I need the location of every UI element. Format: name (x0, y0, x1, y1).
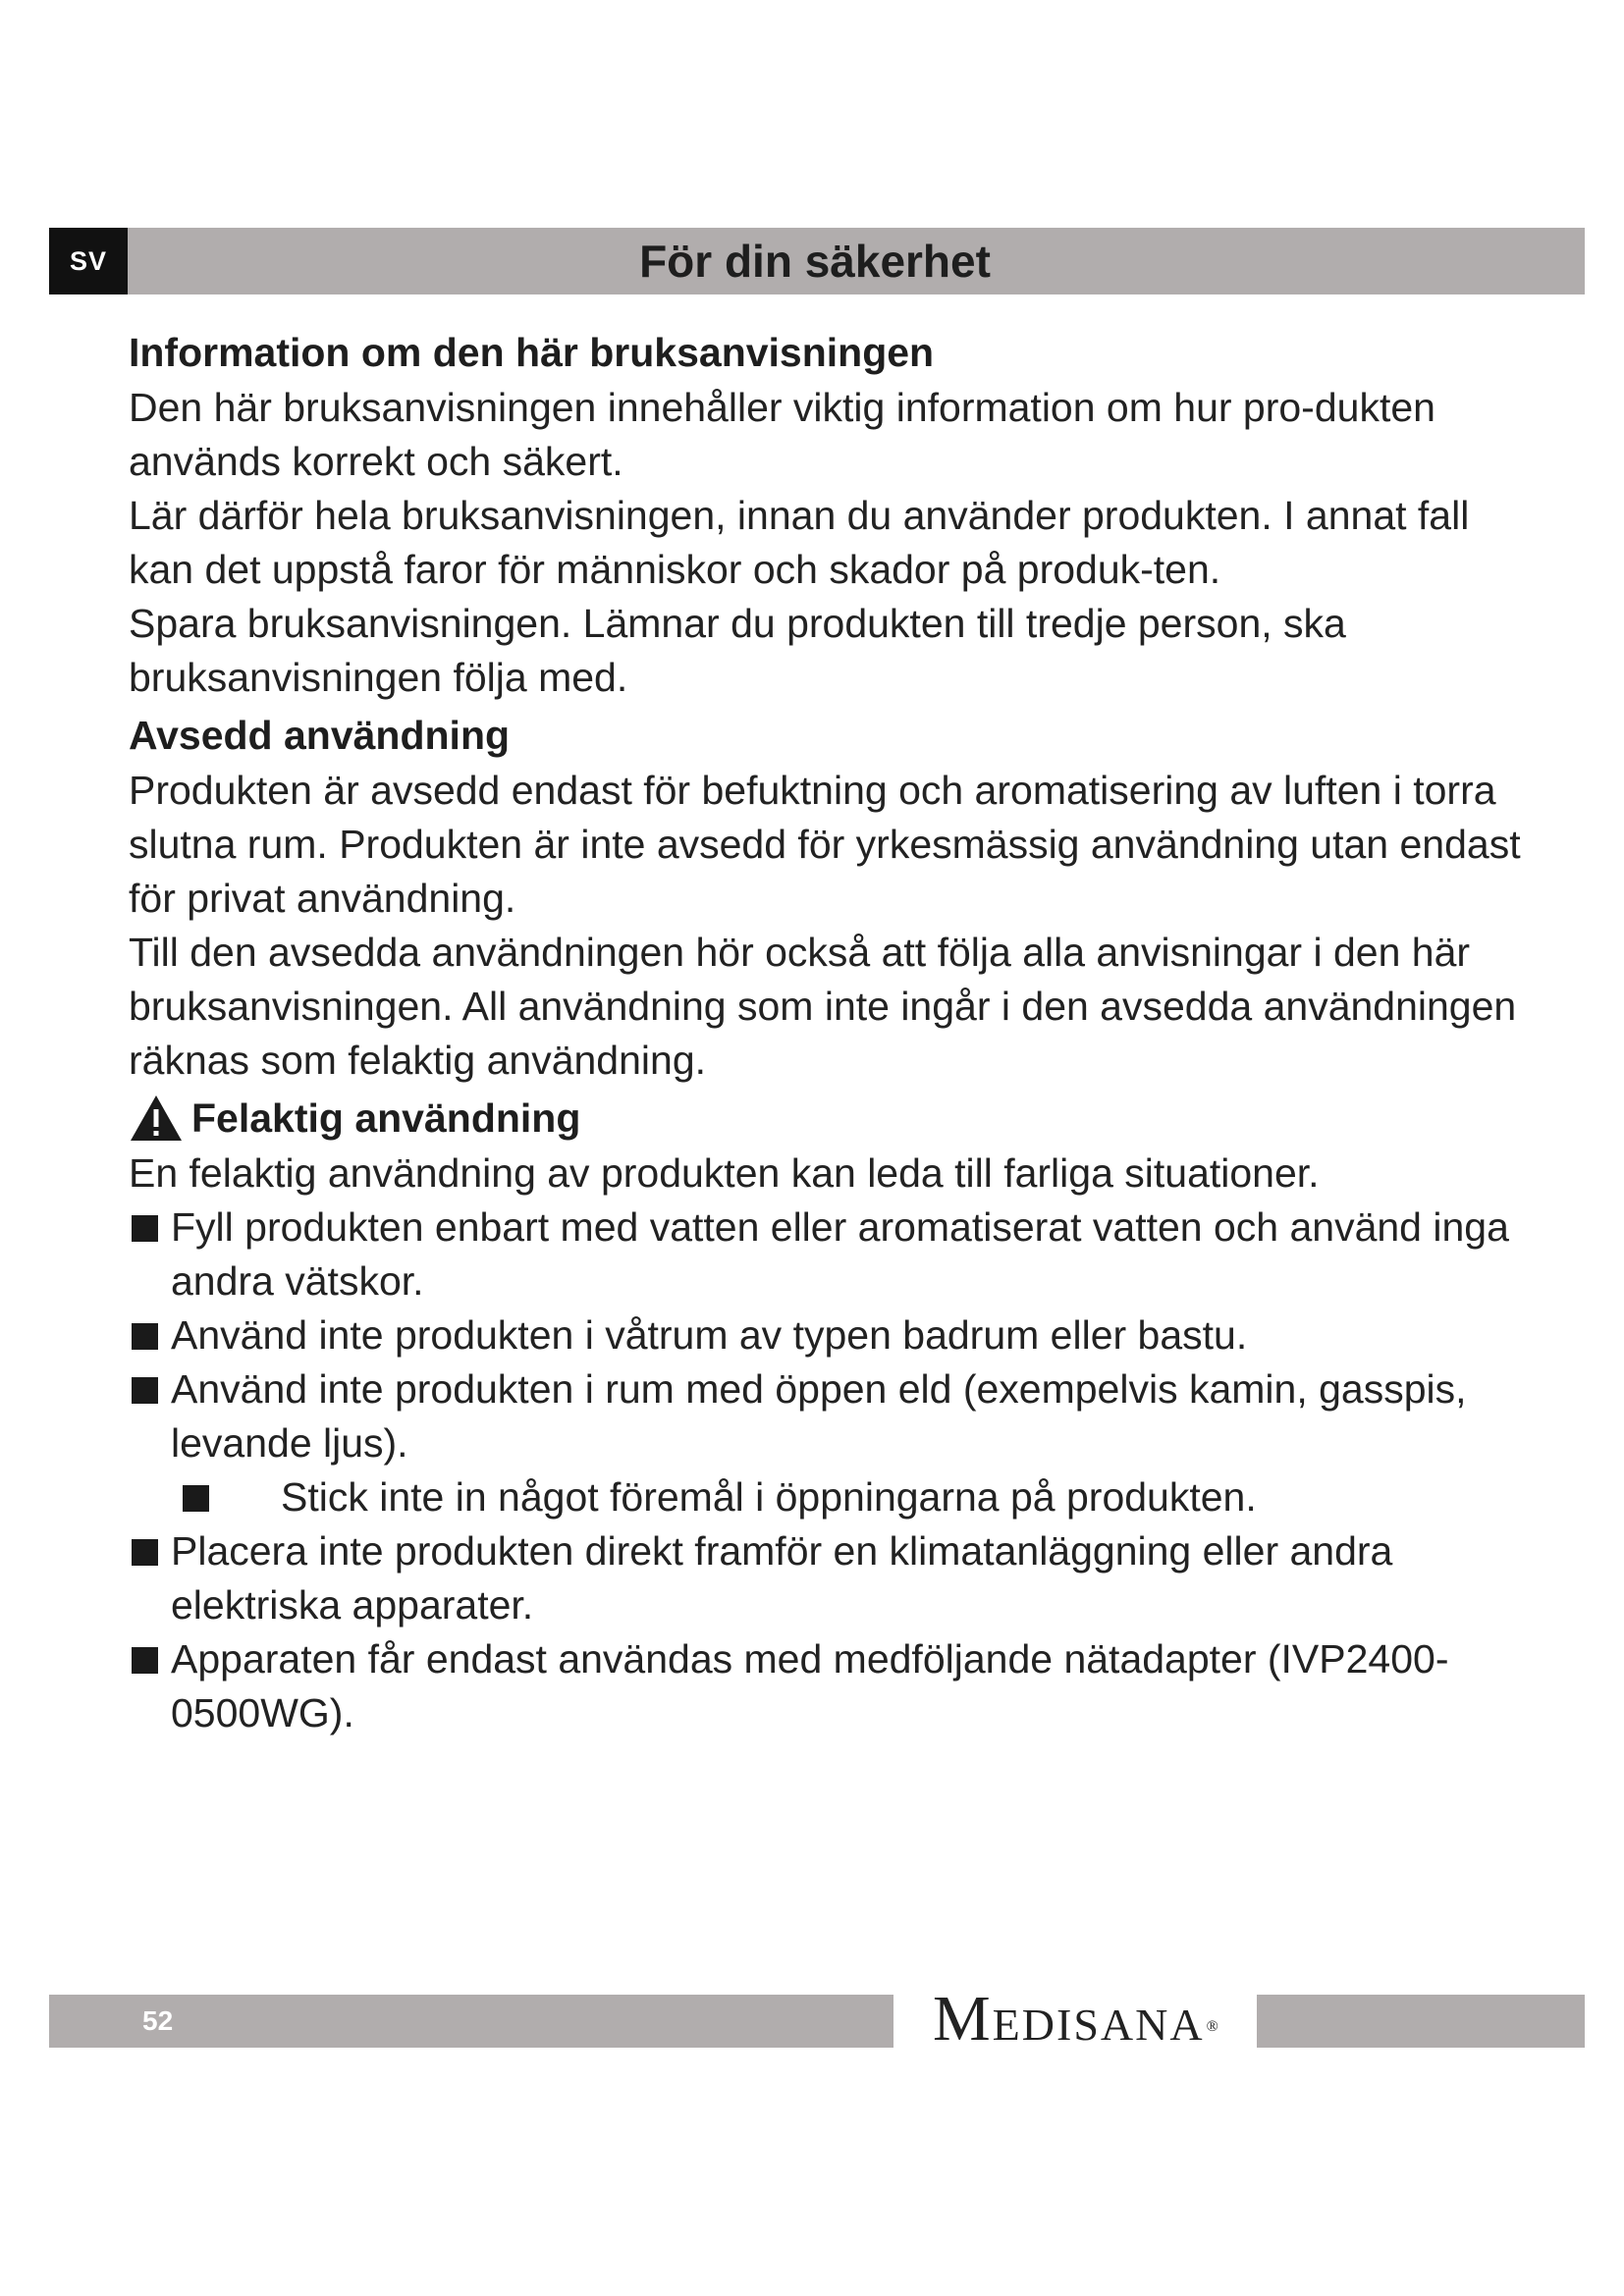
paragraph: En felaktig användning av produkten kan leda till farliga situationer. (129, 1150, 1320, 1196)
list-item: Apparaten får endast användas med medföljande nätadapter (IVP2400-0500WG). (129, 1632, 1543, 1740)
section-heading-misuse-row (129, 1090, 1543, 1147)
brand-logo (933, 1985, 1220, 2054)
language-tab: SV (49, 228, 128, 294)
list-item: Använd inte produkten i våtrum av typen badrum eller bastu. (129, 1308, 1543, 1362)
warning-list (129, 1201, 1543, 1740)
section-heading-misuse: Felaktig användning (191, 1095, 581, 1141)
page-title: För din säkerhet (639, 236, 991, 287)
bullet-square-icon (132, 1647, 158, 1674)
section-heading-info: Information om den här bruksanvisningen (129, 330, 935, 375)
list-item: Stick inte in något föremål i öppningarna på produkten. (129, 1470, 1543, 1524)
bullet-square-icon (132, 1377, 158, 1404)
bullet-square-icon (132, 1215, 158, 1242)
paragraph: Den här bruksanvisningen innehåller viktig information om hur pro-dukten används korrekt och säkert. (129, 385, 1435, 484)
paragraph: Spara bruksanvisningen. Lämnar du produkten till tredje person, ska bruksanvisningen följa med. (129, 601, 1346, 700)
paragraph: Produkten är avsedd endast för befuktning och aromatisering av luften i torra slutna rum. Produkten är inte avsedd för yrkesmässig användning utan endast för privat användning. (129, 768, 1521, 921)
registered-mark: ® (1206, 2018, 1220, 2035)
paragraph: Lär därför hela bruksanvisningen, innan du använder produkten. I annat fall kan det uppstå faror för människor och skador på produk-ten. (129, 493, 1470, 592)
content (129, 324, 1543, 1740)
warning-triangle-icon (129, 1094, 184, 1143)
bullet-square-icon (132, 1539, 158, 1566)
page-number: 52 (142, 2005, 174, 2036)
brand-name: Medisana (933, 1983, 1205, 2055)
bullet-square-icon (132, 1323, 158, 1350)
footer-band-right (1257, 1995, 1585, 2048)
bullet-square-icon (183, 1485, 209, 1512)
list-item: Använd inte produkten i rum med öppen eld (exempelvis kamin, gasspis, levande ljus). (129, 1362, 1543, 1470)
list-item: Fyll produkten enbart med vatten eller aromatiserat vatten och använd inga andra vätskor. (129, 1201, 1543, 1308)
section-heading-intended-use: Avsedd användning (129, 713, 511, 758)
footer-band-left (49, 1995, 893, 2048)
list-item: Placera inte produkten direkt framför en klimatanläggning eller andra elektriska apparater. (129, 1524, 1543, 1632)
paragraph: Till den avsedda användningen hör också att följa alla anvisningar i den här bruksanvisningen. All användning som inte ingår i den avsedda användningen räknas som felaktig användning. (129, 930, 1517, 1083)
